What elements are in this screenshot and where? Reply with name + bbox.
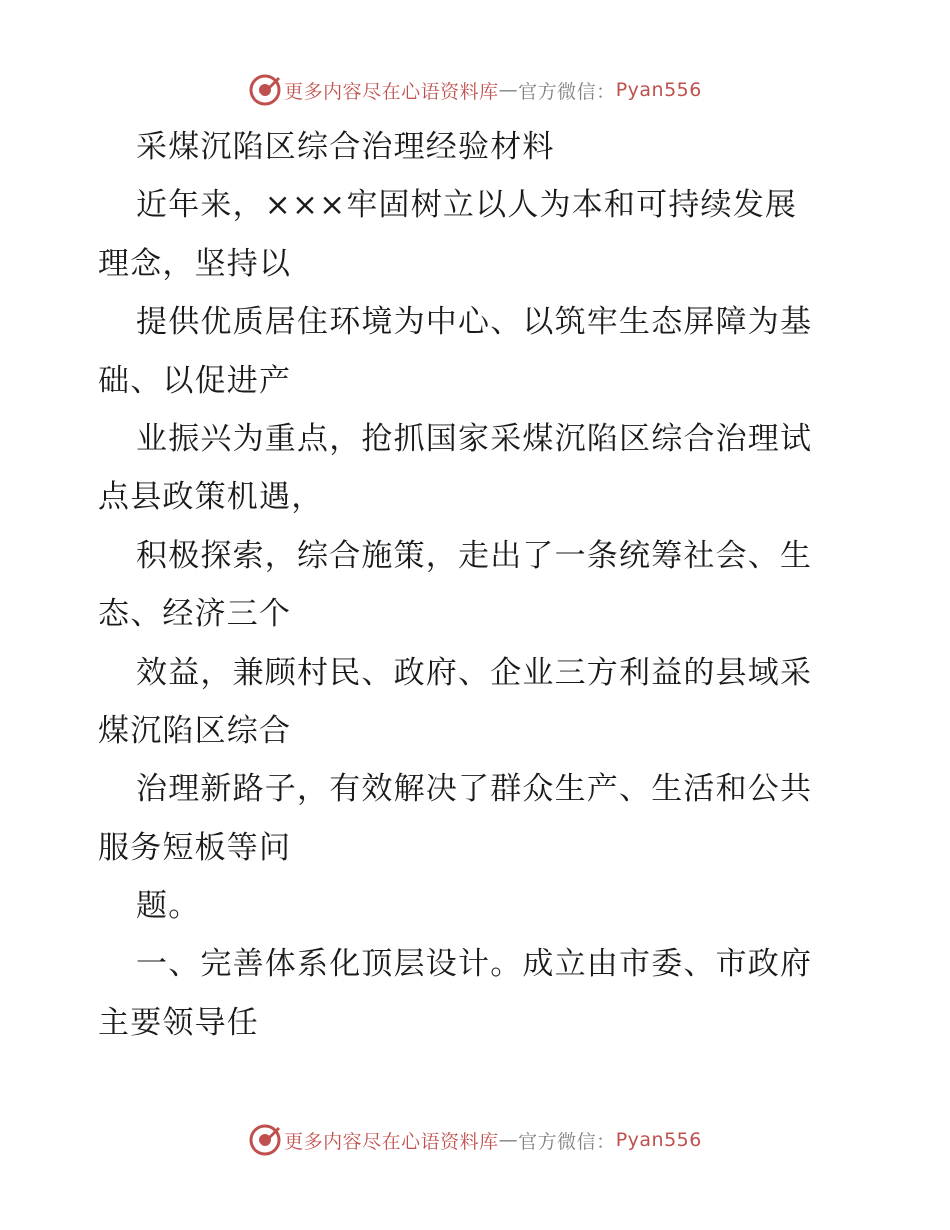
paragraph-line: 主要领导任 [98, 1004, 259, 1041]
paragraph-line: 态、经济三个 [98, 596, 292, 633]
section-heading-line: 一、完善体系化顶层设计。成立由市委、市政府 [136, 946, 813, 983]
paragraph-line: 效益，兼顾村民、政府、企业三方利益的县域采 [136, 654, 813, 691]
watermark-text: 更多内容尽在心语资料库 [284, 1130, 499, 1153]
watermark-label: 官方微信： [518, 80, 616, 103]
paragraph-line: 提供优质居住环境为中心、以筑牢生态屏障为基 [136, 304, 813, 341]
paragraph-line: 煤沉陷区综合 [98, 712, 292, 749]
watermark-separator: — [498, 1129, 519, 1151]
watermark-text: 更多内容尽在心语资料库 [284, 80, 499, 103]
paragraph-line: 题。 [136, 888, 201, 925]
paragraph-line: 业振兴为重点，抢抓国家采煤沉陷区综合治理试 [136, 420, 813, 457]
paragraph-line: 点县政策机遇， [98, 479, 324, 516]
watermark-id: Pyan556 [615, 79, 702, 101]
header-watermark [0, 70, 950, 110]
document-body [98, 118, 854, 1052]
watermark-label: 官方微信： [518, 1130, 616, 1153]
pen-seal-icon [248, 73, 282, 107]
pen-seal-icon [248, 1123, 282, 1157]
footer-watermark [0, 1120, 950, 1160]
paragraph-line: 础、以促进产 [98, 362, 292, 399]
watermark-id: Pyan556 [615, 1129, 702, 1151]
paragraph-line: 近年来，×××牢固树立以人为本和可持续发展 [136, 187, 798, 224]
paragraph-line: 服务短板等问 [98, 829, 292, 866]
watermark-separator: — [498, 79, 519, 101]
paragraph-line: 理念，坚持以 [98, 245, 292, 282]
paragraph-line: 治理新路子，有效解决了群众生产、生活和公共 [136, 771, 813, 808]
paragraph-line: 积极探索，综合施策，走出了一条统筹社会、生 [136, 537, 813, 574]
document-title: 采煤沉陷区综合治理经验材料 [136, 129, 555, 165]
